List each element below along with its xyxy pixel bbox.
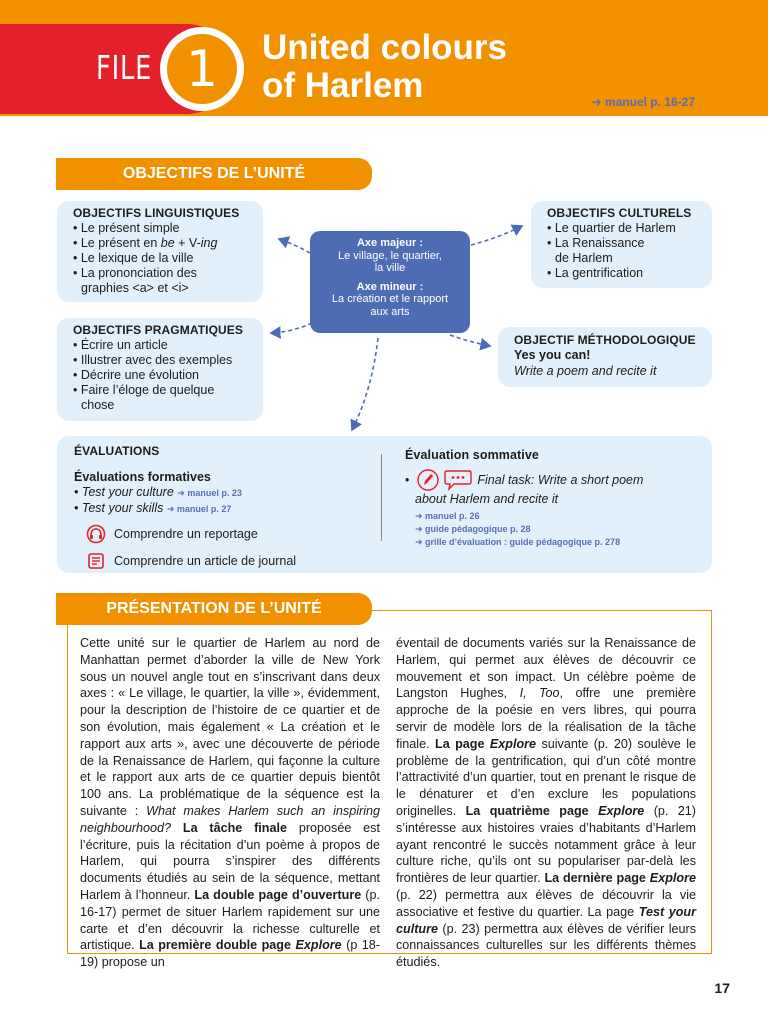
text-run: , offre une première approche de la poésie en vers libres, qui pourra servir de modèle lors de la réalisation de la tâche finale. bbox=[396, 686, 696, 751]
evaluation-label: Comprendre un reportage bbox=[114, 527, 258, 541]
text-run: Test your culture bbox=[396, 904, 697, 936]
methodologique-name: Yes you can! bbox=[514, 348, 591, 362]
manual-reference: ➜ manuel p. 23 bbox=[177, 488, 242, 498]
list-item: • Le présent en be + V-ing bbox=[73, 236, 218, 250]
axe-majeur-label: Axe majeur : bbox=[356, 237, 424, 249]
list-item: de Harlem bbox=[555, 251, 613, 265]
manual-reference: ➜ manuel p. 27 bbox=[166, 504, 232, 514]
text-run: (p. 22) permettra aux élèves de découvrir la vie associative et festive du quartier. La page bbox=[396, 887, 696, 919]
objectifs-culturels-box bbox=[531, 201, 712, 288]
text-run: La première double page bbox=[139, 938, 296, 953]
evaluation-item bbox=[74, 551, 374, 571]
pencil-icon bbox=[415, 468, 441, 492]
file-label: FILE bbox=[96, 48, 153, 87]
formative-item bbox=[74, 485, 374, 501]
arrow-to-evaluations bbox=[352, 338, 378, 430]
text-run: La quatrième page bbox=[465, 803, 599, 818]
axes-box bbox=[310, 231, 470, 333]
axe-majeur-text: la ville bbox=[374, 262, 406, 274]
final-task-text: about Harlem and recite it bbox=[415, 492, 559, 506]
list-item: • Écrire un article bbox=[73, 338, 168, 352]
axe-mineur-text: La création et le rapport bbox=[331, 293, 449, 305]
text-run: (p. 23) permettra aux élèves de vérifier leurs connaissances culturelles sur les différents thèmes étudiés. bbox=[396, 921, 696, 970]
reference-link: ➜ grille d’évaluation : guide pédagogique p. 278 bbox=[415, 537, 621, 547]
text-run: suivante (p. 20) soulève le problème de la gentrification, qui d’un côté montre l’attractivité d’un quartier, tout en prenant le risque de le dénaturer et d’en exclure les populations originelles. bbox=[396, 736, 696, 818]
list-item: • La Renaissance bbox=[547, 236, 645, 250]
axe-majeur-text: Le village, le quartier, bbox=[338, 249, 442, 262]
text-run: Explore bbox=[295, 938, 342, 953]
axe-mineur-text: aux arts bbox=[370, 305, 410, 318]
text-run: La double page d’ouverture bbox=[194, 887, 362, 902]
listening-icon bbox=[86, 524, 106, 544]
text-run: La dernière page bbox=[544, 871, 650, 886]
final-task-text: Final task: Write a short poem bbox=[477, 473, 644, 487]
text-run: La tâche finale bbox=[182, 820, 288, 835]
manual-reference: ➜ manuel p. 16-27 bbox=[591, 95, 695, 109]
final-task: • Final task: Write a short poem bbox=[405, 468, 695, 492]
presentation-column-left bbox=[80, 635, 380, 971]
objectifs-pragmatiques-title: OBJECTIFS PRAGMATIQUES bbox=[73, 323, 243, 337]
formative-label: • Test your culture bbox=[74, 485, 174, 499]
list-item: • Le lexique de la ville bbox=[73, 251, 194, 265]
text-run: La page bbox=[435, 736, 490, 751]
column-divider bbox=[381, 454, 382, 541]
evaluation-sommative bbox=[405, 448, 695, 549]
objectifs-culturels-title: OBJECTIFS CULTURELS bbox=[547, 206, 692, 220]
text-run: éventail de documents variés sur la Renaissance de Harlem, qui permet aux élèves de découvrir ce mouvement et son impact. Un célèbre poème de Langston Hughes, bbox=[396, 636, 696, 701]
text-run: (p. 21) s’intéresse aux histoires vraies d’habitants d’Harlem ayant rencontré le succès notamment grâce à leur culture riche, qu’ils ont su populariser par-delà les frontières de leur quartier. bbox=[396, 803, 696, 886]
list-item: chose bbox=[81, 398, 115, 412]
newspaper-icon bbox=[86, 551, 106, 571]
formative-item bbox=[74, 501, 374, 517]
objectif-methodologique-title: OBJECTIF MÉTHODOLOGIQUE bbox=[514, 333, 696, 347]
file-number: 1 bbox=[186, 40, 218, 98]
page-title-line1: United colours bbox=[262, 28, 508, 67]
arrow-to-culturels bbox=[471, 226, 522, 245]
text-run: (p 18-19) propose un bbox=[80, 938, 380, 970]
arrow-to-linguistiques bbox=[279, 239, 310, 253]
evaluation-item bbox=[74, 524, 374, 544]
list-item: • Le présent simple bbox=[73, 221, 180, 235]
objectifs-heading: OBJECTIFS DE L’UNITÉ bbox=[56, 158, 372, 190]
evaluations-title: ÉVALUATIONS bbox=[74, 444, 160, 458]
text-run: Explore bbox=[598, 803, 645, 818]
list-item: • Décrire une évolution bbox=[73, 368, 199, 382]
evaluations-box bbox=[57, 436, 712, 573]
objectifs-pragmatiques-box bbox=[57, 318, 263, 421]
page-number: 17 bbox=[714, 980, 730, 996]
text-run: Explore bbox=[649, 871, 696, 886]
text-run: Cette unité sur le quartier de Harlem au nord de Manhattan permet d’aborder la ville de New York sous un nouvel angle tout en s’inscrivant dans deux axes : « Le village, le quartier, la ville », évidemment, pour la description de l’histoire de ce quartier et de son évolution, mais également « La création et le rapport aux arts », avec une découverte de période de la Renaissance de Harlem, qui façonne la culture et le rapport aux arts de ce quartier depuis bientôt 100 ans. La problématique de la séquence est la suivante : bbox=[80, 636, 380, 818]
sommative-references bbox=[405, 510, 695, 549]
evaluation-label: Comprendre un article de journal bbox=[114, 554, 297, 568]
text-run: Explore bbox=[489, 736, 537, 751]
sommative-title: Évaluation sommative bbox=[405, 448, 539, 462]
objectifs-linguistiques-box bbox=[57, 201, 263, 302]
list-item: • Faire l’éloge de quelque bbox=[73, 383, 215, 397]
page-title-line2: of Harlem bbox=[262, 66, 424, 105]
objectifs-linguistiques-title: OBJECTIFS LINGUISTIQUES bbox=[73, 206, 240, 220]
list-item: • La prononciation des bbox=[73, 266, 197, 280]
list-item: • Illustrer avec des exemples bbox=[73, 353, 233, 367]
list-item: graphies <a> et <i> bbox=[81, 281, 189, 295]
list-item: • Le quartier de Harlem bbox=[547, 221, 676, 235]
text-run: I, Too bbox=[519, 686, 560, 701]
arrow-to-methodologique bbox=[450, 335, 490, 346]
reference-link: ➜ guide pédagogique p. 28 bbox=[415, 524, 531, 534]
arrow-to-pragmatiques bbox=[271, 323, 312, 333]
axe-mineur-label: Axe mineur : bbox=[356, 280, 424, 293]
evaluations-formatives bbox=[74, 444, 374, 571]
text-run: proposée est l’écriture, puis la récitation d’un poème à propos de Harlem, qui pourra s’inspirer des différents documents étudiés au sein de la séquence, mettant Harlem à l’honneur. bbox=[80, 820, 380, 902]
presentation-column-right bbox=[396, 635, 696, 971]
formatives-title: Évaluations formatives bbox=[74, 470, 211, 484]
text-run bbox=[171, 821, 183, 835]
speech-bubble-icon bbox=[443, 468, 473, 492]
text-run: What makes Harlem such an inspiring neighbourhood? bbox=[80, 803, 380, 835]
formative-label: • Test your skills bbox=[74, 501, 164, 515]
objectif-methodologique-box bbox=[498, 327, 712, 387]
reference-link: ➜ manuel p. 26 bbox=[415, 511, 480, 521]
methodologique-task: Write a poem and recite it bbox=[514, 364, 657, 378]
text-run: (p. 16-17) permet de situer Harlem rapidement sur une carte et d’en découvrir la richesse culturelle et artistique. bbox=[80, 887, 380, 953]
list-item: • La gentrification bbox=[547, 266, 644, 280]
presentation-heading: PRÉSENTATION DE L’UNITÉ bbox=[56, 593, 372, 625]
